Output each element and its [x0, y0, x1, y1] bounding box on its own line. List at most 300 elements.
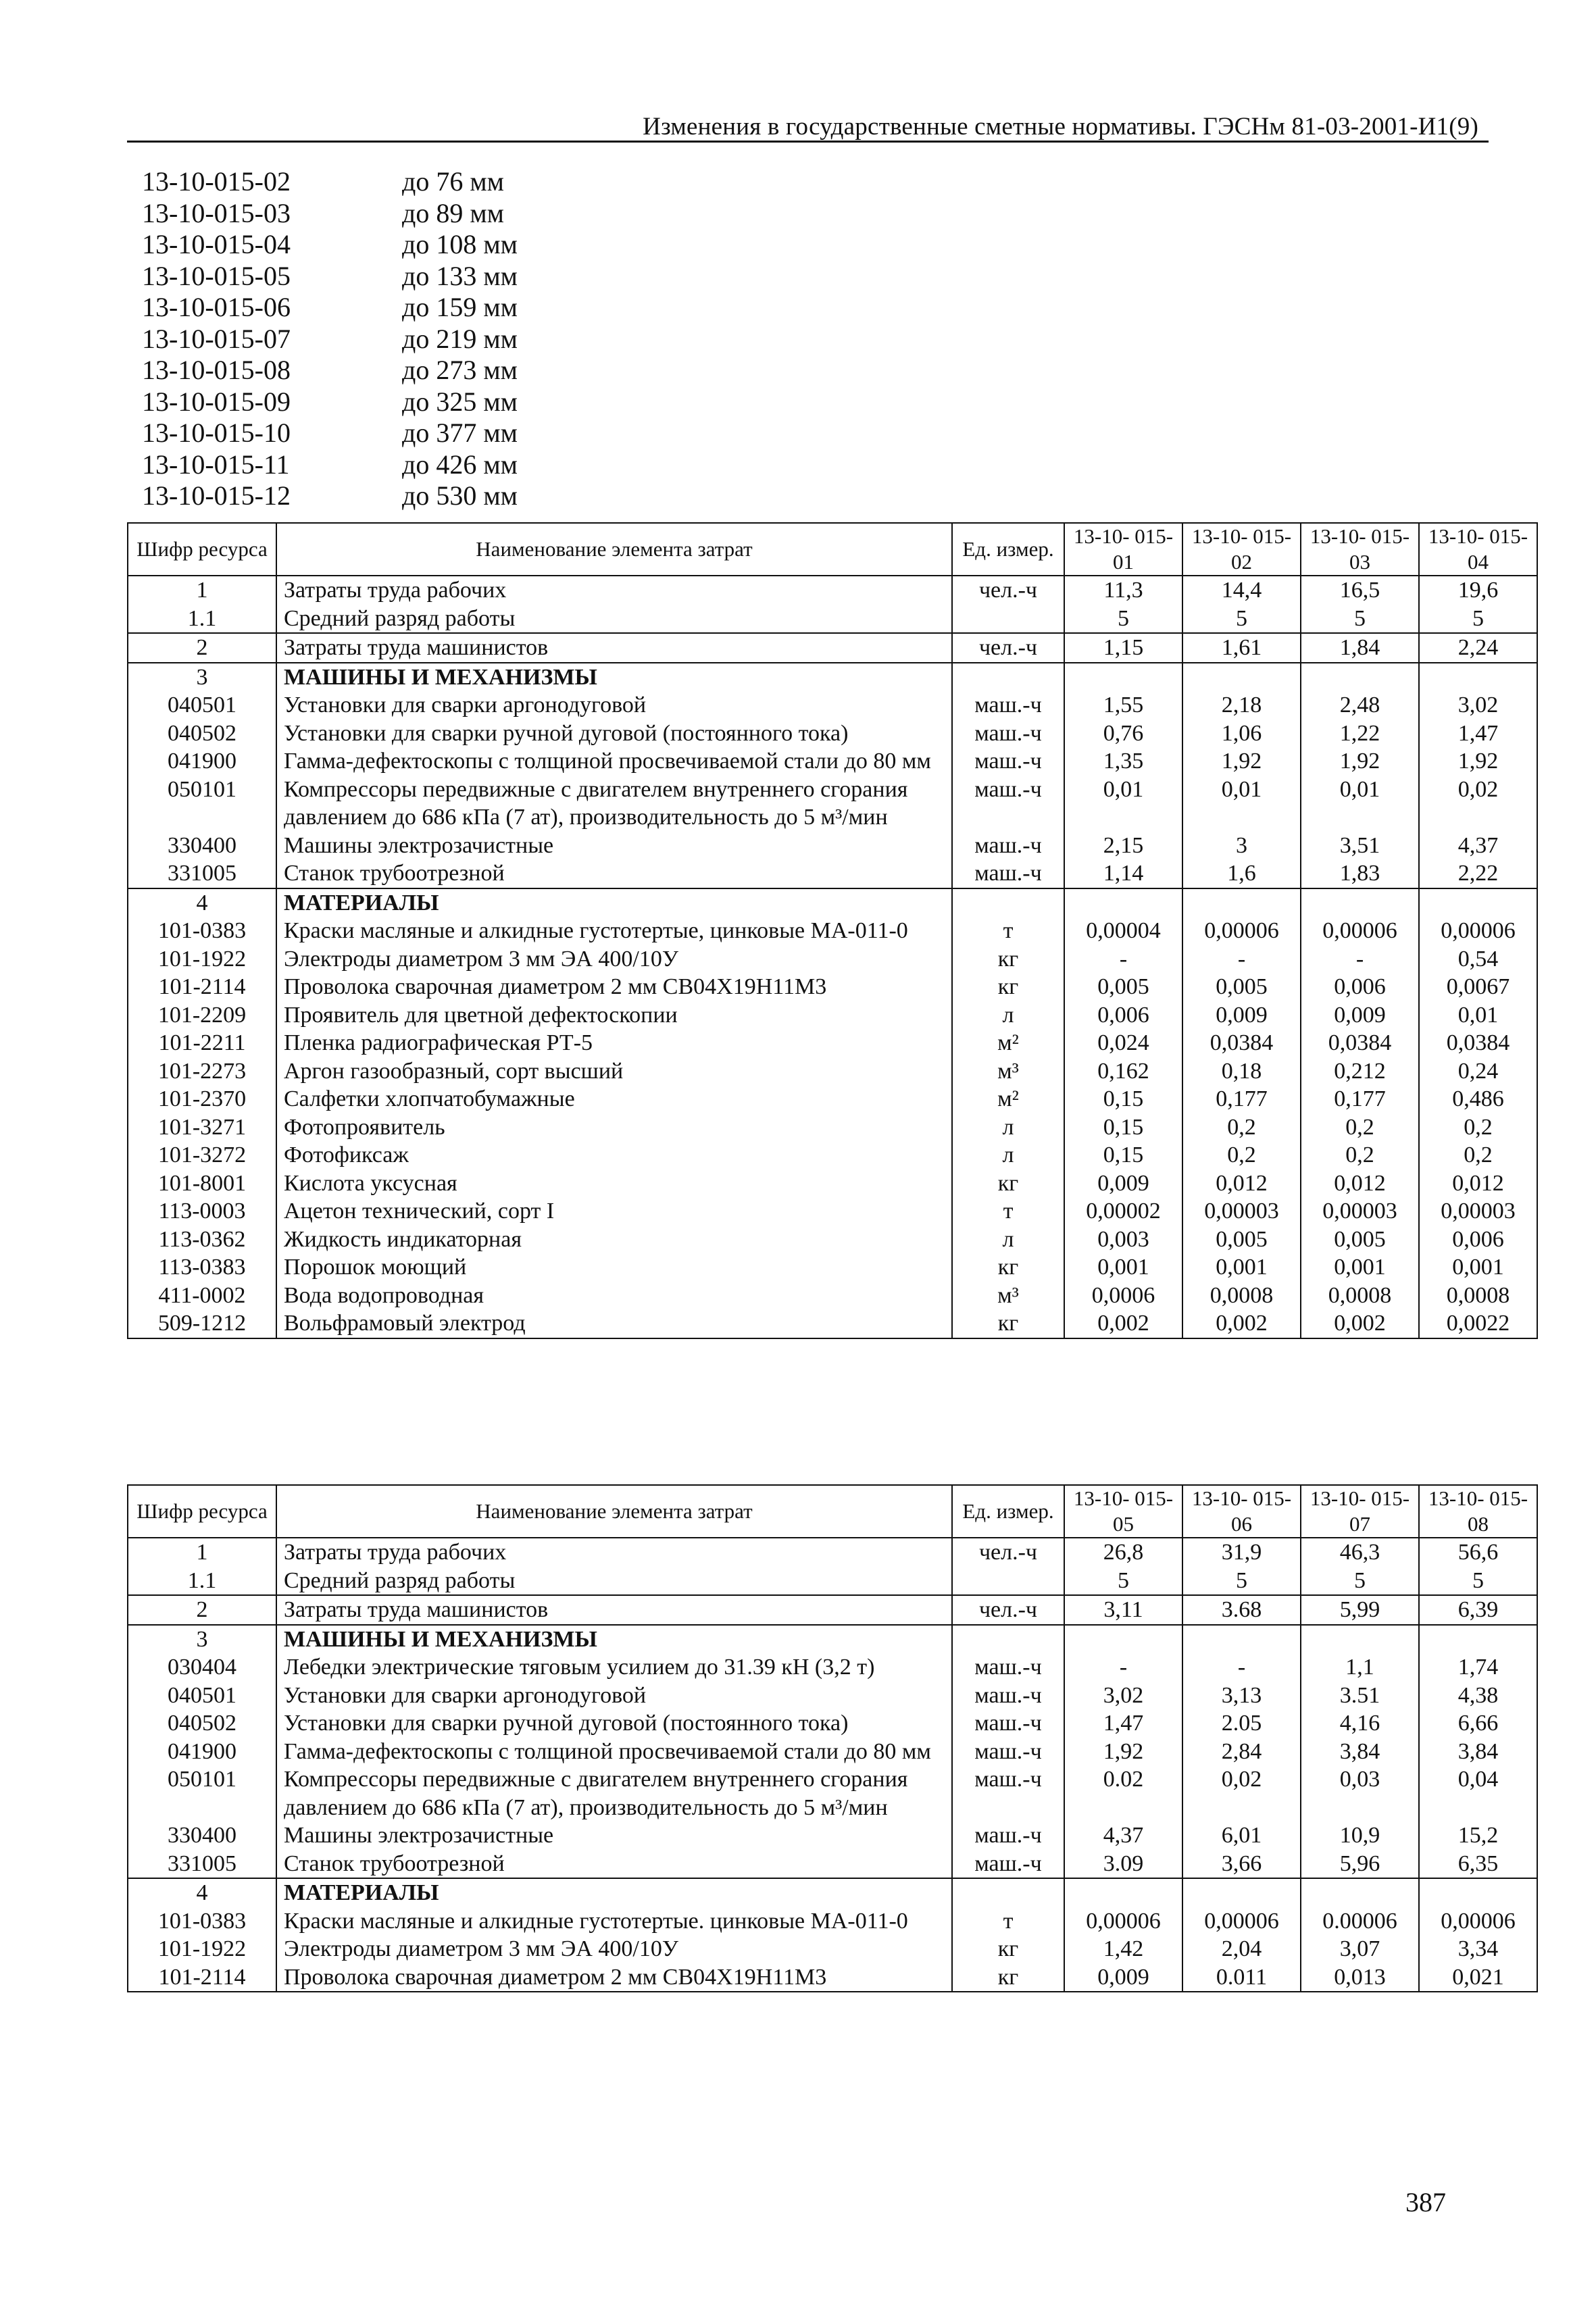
unit-cell: чел.-ч: [952, 576, 1064, 605]
table-row: [128, 1709, 1537, 1738]
value-cell: 14,4: [1182, 576, 1301, 605]
table-row: [128, 1907, 1537, 1936]
resource-code: 4: [128, 1878, 276, 1907]
value-cell: 3,66: [1182, 1850, 1301, 1879]
value-cell: 0,021: [1419, 1963, 1537, 1992]
cost-element-name: Гамма-дефектоскопы с толщиной просвечиваемой стали до 80 мм: [276, 747, 952, 776]
table-row: [128, 633, 1537, 663]
resource-code: 101-8001: [128, 1169, 276, 1198]
value-cell: 0,009: [1301, 1001, 1419, 1030]
value-cell: 2,15: [1064, 832, 1182, 860]
value-cell: 0,2: [1182, 1113, 1301, 1142]
cost-element-name: Вольфрамовый электрод: [276, 1309, 952, 1338]
value-cell: 0,001: [1064, 1253, 1182, 1282]
value-cell: 0,54: [1419, 945, 1537, 974]
value-cell: 0,009: [1064, 1169, 1182, 1198]
value-cell: 2,04: [1182, 1935, 1301, 1963]
value-cell: 6,01: [1182, 1821, 1301, 1850]
cost-element-name: МАТЕРИАЛЫ: [276, 888, 952, 917]
value-cell: 0,2: [1182, 1141, 1301, 1169]
value-cell: 1,06: [1182, 720, 1301, 748]
value-cell: 0.00006: [1301, 1907, 1419, 1936]
value-cell: 0,006: [1419, 1226, 1537, 1254]
table-row: [128, 663, 1537, 692]
value-cell: 0,009: [1182, 1001, 1301, 1030]
table-row: [128, 1253, 1537, 1282]
unit-cell: кг: [952, 1935, 1064, 1963]
table-row: [128, 691, 1537, 720]
value-cell: [1419, 663, 1537, 692]
value-cell: 0,0006: [1064, 1282, 1182, 1310]
table-row: [128, 1085, 1537, 1113]
value-cell: 5: [1064, 605, 1182, 634]
unit-cell: л: [952, 1001, 1064, 1030]
value-cell: 5: [1301, 1567, 1419, 1596]
value-cell: 0,01: [1064, 776, 1182, 832]
value-cell: 0,0384: [1419, 1029, 1537, 1057]
value-cell: 0,18: [1182, 1057, 1301, 1086]
diameter-desc: до 273 мм: [402, 355, 518, 385]
value-cell: 1,47: [1064, 1709, 1182, 1738]
value-cell: 0,162: [1064, 1057, 1182, 1086]
value-cell: 4,16: [1301, 1709, 1419, 1738]
value-cell: 0,001: [1182, 1253, 1301, 1282]
resource-code: 101-3272: [128, 1141, 276, 1169]
value-cell: 0,00006: [1419, 917, 1537, 945]
value-cell: 2.05: [1182, 1709, 1301, 1738]
value-cell: 11,3: [1064, 576, 1182, 605]
value-cell: 19,6: [1419, 576, 1537, 605]
cost-element-name: Установки для сварки аргонодуговой: [276, 691, 952, 720]
table-row: [128, 1653, 1537, 1682]
value-cell: 1,92: [1064, 1738, 1182, 1766]
header-norm-code: 13-10- 015-03: [1301, 523, 1419, 576]
table-row: [128, 776, 1537, 832]
unit-cell: т: [952, 1907, 1064, 1936]
value-cell: 0,00006: [1301, 917, 1419, 945]
value-cell: 5,99: [1301, 1595, 1419, 1625]
value-cell: 0,2: [1301, 1113, 1419, 1142]
value-cell: 0,177: [1182, 1085, 1301, 1113]
code-list-item: [142, 261, 518, 293]
resource-code: 040501: [128, 1682, 276, 1710]
resource-code: 411-0002: [128, 1282, 276, 1310]
unit-cell: м³: [952, 1057, 1064, 1086]
value-cell: 0,0384: [1301, 1029, 1419, 1057]
value-cell: 3,07: [1301, 1935, 1419, 1963]
diameter-desc: до 530 мм: [402, 480, 518, 511]
table-row: [128, 1850, 1537, 1879]
table-row: [128, 973, 1537, 1001]
value-cell: 46,3: [1301, 1538, 1419, 1567]
cost-element-name: Кислота уксусная: [276, 1169, 952, 1198]
table-row: [128, 1595, 1537, 1625]
diameter-desc: до 219 мм: [402, 323, 518, 354]
unit-cell: чел.-ч: [952, 1538, 1064, 1567]
value-cell: 0,00006: [1419, 1907, 1537, 1936]
value-cell: 1,83: [1301, 859, 1419, 888]
table-row: [128, 1567, 1537, 1596]
resource-code: 3: [128, 663, 276, 692]
value-cell: [1064, 1625, 1182, 1654]
unit-cell: маш.-ч: [952, 1850, 1064, 1879]
resource-code: 113-0362: [128, 1226, 276, 1254]
value-cell: 4,37: [1064, 1821, 1182, 1850]
table-header-row: [128, 1485, 1537, 1538]
table-row: [128, 1878, 1537, 1907]
value-cell: 1,92: [1419, 747, 1537, 776]
resource-code: 13-10-015-05: [142, 260, 291, 291]
value-cell: 0,001: [1301, 1253, 1419, 1282]
value-cell: 2,48: [1301, 691, 1419, 720]
table-row: [128, 747, 1537, 776]
code-list-item: [142, 480, 518, 512]
unit-cell: кг: [952, 945, 1064, 974]
unit-cell: маш.-ч: [952, 1709, 1064, 1738]
table-row: [128, 1682, 1537, 1710]
value-cell: [1064, 1878, 1182, 1907]
resource-code: 13-10-015-12: [142, 480, 291, 511]
cost-element-name: Средний разряд работы: [276, 605, 952, 634]
resource-code: 040502: [128, 1709, 276, 1738]
table-row: [128, 1538, 1537, 1567]
resource-code: 2: [128, 1595, 276, 1625]
value-cell: 3: [1182, 832, 1301, 860]
cost-element-name: Затраты труда машинистов: [276, 633, 952, 663]
unit-cell: маш.-ч: [952, 832, 1064, 860]
value-cell: 26,8: [1064, 1538, 1182, 1567]
unit-cell: м²: [952, 1085, 1064, 1113]
value-cell: 0,02: [1182, 1765, 1301, 1821]
unit-cell: маш.-ч: [952, 1738, 1064, 1766]
code-list-item: [142, 418, 518, 449]
table-row: [128, 1169, 1537, 1198]
value-cell: [1064, 663, 1182, 692]
unit-cell: маш.-ч: [952, 747, 1064, 776]
table-header-row: [128, 523, 1537, 576]
value-cell: 0,00003: [1182, 1197, 1301, 1226]
value-cell: 0,2: [1419, 1141, 1537, 1169]
header-norm-code: 13-10- 015-01: [1064, 523, 1182, 576]
diameter-desc: до 159 мм: [402, 292, 518, 322]
value-cell: 4,37: [1419, 832, 1537, 860]
value-cell: 0,2: [1301, 1141, 1419, 1169]
unit-cell: кг: [952, 1169, 1064, 1198]
header-rule: [127, 141, 1489, 143]
value-cell: [1301, 888, 1419, 917]
value-cell: [1419, 888, 1537, 917]
unit-cell: [952, 663, 1064, 692]
cost-element-name: Салфетки хлопчатобумажные: [276, 1085, 952, 1113]
value-cell: 2,22: [1419, 859, 1537, 888]
code-list-item: [142, 292, 518, 324]
resource-code: 330400: [128, 1821, 276, 1850]
value-cell: 3,11: [1064, 1595, 1182, 1625]
value-cell: 3.09: [1064, 1850, 1182, 1879]
value-cell: 1,47: [1419, 720, 1537, 748]
value-cell: 1,55: [1064, 691, 1182, 720]
resource-code: 4: [128, 888, 276, 917]
resource-code: 509-1212: [128, 1309, 276, 1338]
value-cell: [1064, 888, 1182, 917]
cost-element-name: Краски масляные и алкидные густотертые, цинковые МА-011-0: [276, 917, 952, 945]
resource-code: 13-10-015-09: [142, 386, 291, 417]
value-cell: 56,6: [1419, 1538, 1537, 1567]
value-cell: 3,84: [1419, 1738, 1537, 1766]
cost-element-name: Установки для сварки аргонодуговой: [276, 1682, 952, 1710]
header-norm-code: 13-10- 015-07: [1301, 1485, 1419, 1538]
unit-cell: [952, 1567, 1064, 1596]
table-row: [128, 1309, 1537, 1338]
value-cell: 3,02: [1419, 691, 1537, 720]
value-cell: 0,005: [1182, 1226, 1301, 1254]
value-cell: 1,22: [1301, 720, 1419, 748]
resource-code: 041900: [128, 747, 276, 776]
code-list-item: [142, 386, 518, 418]
value-cell: 0,177: [1301, 1085, 1419, 1113]
value-cell: 1,92: [1182, 747, 1301, 776]
value-cell: 5: [1419, 1567, 1537, 1596]
cost-element-name: Лебедки электрические тяговым усилием до 31.39 кН (3,2 т): [276, 1653, 952, 1682]
cost-element-name: Порошок моющий: [276, 1253, 952, 1282]
unit-cell: маш.-ч: [952, 859, 1064, 888]
header-norm-code: 13-10- 015-04: [1419, 523, 1537, 576]
unit-cell: маш.-ч: [952, 1653, 1064, 1682]
value-cell: 16,5: [1301, 576, 1419, 605]
unit-cell: кг: [952, 1253, 1064, 1282]
resource-code: 040502: [128, 720, 276, 748]
value-cell: 0,012: [1182, 1169, 1301, 1198]
code-list-item: [142, 449, 518, 481]
value-cell: 1,61: [1182, 633, 1301, 663]
table-row: [128, 1113, 1537, 1142]
value-cell: 1,35: [1064, 747, 1182, 776]
resource-code: 113-0003: [128, 1197, 276, 1226]
value-cell: 0,0022: [1419, 1309, 1537, 1338]
resource-code: 050101: [128, 1765, 276, 1821]
value-cell: 5: [1419, 605, 1537, 634]
value-cell: 3.68: [1182, 1595, 1301, 1625]
cost-element-name: Жидкость индикаторная: [276, 1226, 952, 1254]
resource-code: 101-1922: [128, 945, 276, 974]
unit-cell: л: [952, 1141, 1064, 1169]
resource-code: 13-10-015-11: [142, 449, 290, 480]
value-cell: 0,006: [1301, 973, 1419, 1001]
cost-element-name: Электроды диаметром 3 мм ЭА 400/10У: [276, 945, 952, 974]
resource-code: 101-0383: [128, 917, 276, 945]
value-cell: 0.011: [1182, 1963, 1301, 1992]
cost-element-name: Проволока сварочная диаметром 2 мм СВ04Х19Н11М3: [276, 973, 952, 1001]
code-list-item: [142, 355, 518, 386]
value-cell: 0,0008: [1301, 1282, 1419, 1310]
cost-element-name: МАТЕРИАЛЫ: [276, 1878, 952, 1907]
value-cell: [1419, 1625, 1537, 1654]
resource-code: 040501: [128, 691, 276, 720]
value-cell: 0,15: [1064, 1085, 1182, 1113]
cost-element-name: Затраты труда рабочих: [276, 1538, 952, 1567]
cost-element-name: Проявитель для цветной дефектоскопии: [276, 1001, 952, 1030]
value-cell: 0,486: [1419, 1085, 1537, 1113]
value-cell: 5: [1064, 1567, 1182, 1596]
header-unit: Ед. измер.: [952, 1485, 1064, 1538]
table-row: [128, 1625, 1537, 1654]
header-code: Шифр ресурса: [128, 523, 276, 576]
value-cell: 2,24: [1419, 633, 1537, 663]
resource-code: 101-0383: [128, 1907, 276, 1936]
value-cell: 3,84: [1301, 1738, 1419, 1766]
value-cell: 0,00002: [1064, 1197, 1182, 1226]
resource-code: 1: [128, 576, 276, 605]
diameter-desc: до 426 мм: [402, 449, 518, 480]
unit-cell: [952, 1625, 1064, 1654]
resource-code: 101-2209: [128, 1001, 276, 1030]
value-cell: 0,0384: [1182, 1029, 1301, 1057]
resource-code: 101-1922: [128, 1935, 276, 1963]
value-cell: 4,38: [1419, 1682, 1537, 1710]
cost-element-name: Установки для сварки ручной дуговой (постоянного тока): [276, 720, 952, 748]
code-list-item: [142, 198, 518, 230]
resource-code: 041900: [128, 1738, 276, 1766]
page-header: Изменения в государственные сметные нормативы. ГЭСНм 81-03-2001-И1(9): [643, 113, 1478, 141]
value-cell: 0,001: [1419, 1253, 1537, 1282]
cost-element-name: Вода водопроводная: [276, 1282, 952, 1310]
cost-element-name: Гамма-дефектоскопы с толщиной просвечиваемой стали до 80 мм: [276, 1738, 952, 1766]
resource-code: 1: [128, 1538, 276, 1567]
diameter-desc: до 76 мм: [402, 166, 504, 197]
header-norm-code: 13-10- 015-05: [1064, 1485, 1182, 1538]
value-cell: 6,39: [1419, 1595, 1537, 1625]
table-row: [128, 888, 1537, 917]
resource-code: 331005: [128, 1850, 276, 1879]
cost-element-name: Краски масляные и алкидные густотертые. цинковые МА-011-0: [276, 1907, 952, 1936]
value-cell: 0,01: [1182, 776, 1301, 832]
unit-cell: м²: [952, 1029, 1064, 1057]
table-row: [128, 605, 1537, 634]
value-cell: 5,96: [1301, 1850, 1419, 1879]
value-cell: 6,66: [1419, 1709, 1537, 1738]
value-cell: 0,00006: [1182, 1907, 1301, 1936]
value-cell: 5: [1301, 605, 1419, 634]
unit-cell: л: [952, 1113, 1064, 1142]
value-cell: 0,00006: [1064, 1907, 1182, 1936]
value-cell: 3,51: [1301, 832, 1419, 860]
resource-code: 101-3271: [128, 1113, 276, 1142]
header-unit: Ед. измер.: [952, 523, 1064, 576]
code-list: [142, 166, 518, 512]
table-row: [128, 1935, 1537, 1963]
table-row: [128, 832, 1537, 860]
resource-code: 101-2114: [128, 973, 276, 1001]
cost-element-name: Фотофиксаж: [276, 1141, 952, 1169]
resource-code: 101-2211: [128, 1029, 276, 1057]
value-cell: 0,00003: [1301, 1197, 1419, 1226]
cost-element-name: Компрессоры передвижные с двигателем внутреннего сгорания давлением до 686 кПа (7 ат), производительность до 5 м³/мин: [276, 1765, 952, 1821]
value-cell: 2,18: [1182, 691, 1301, 720]
value-cell: [1182, 888, 1301, 917]
table-row: [128, 1821, 1537, 1850]
unit-cell: маш.-ч: [952, 1682, 1064, 1710]
value-cell: [1301, 1878, 1419, 1907]
value-cell: [1182, 663, 1301, 692]
value-cell: 0,005: [1064, 973, 1182, 1001]
table-row: [128, 576, 1537, 605]
resource-table-1: [127, 522, 1538, 1339]
cost-element-name: Станок трубоотрезной: [276, 1850, 952, 1879]
table-row: [128, 1738, 1537, 1766]
unit-cell: маш.-ч: [952, 1821, 1064, 1850]
table-row: [128, 1057, 1537, 1086]
resource-code: 2: [128, 633, 276, 663]
cost-element-name: Компрессоры передвижные с двигателем внутреннего сгорания давлением до 686 кПа (7 ат), производительность до 5 м³/мин: [276, 776, 952, 832]
value-cell: 5: [1182, 1567, 1301, 1596]
header-code: Шифр ресурса: [128, 1485, 276, 1538]
value-cell: 0,0008: [1419, 1282, 1537, 1310]
value-cell: 0.02: [1064, 1765, 1182, 1821]
value-cell: [1301, 663, 1419, 692]
cost-element-name: Аргон газообразный, сорт высший: [276, 1057, 952, 1086]
resource-code: 330400: [128, 832, 276, 860]
value-cell: 0,0008: [1182, 1282, 1301, 1310]
resource-code: 13-10-015-02: [142, 166, 291, 197]
unit-cell: т: [952, 917, 1064, 945]
value-cell: 0,013: [1301, 1963, 1419, 1992]
cost-element-name: Ацетон технический, сорт I: [276, 1197, 952, 1226]
value-cell: 0,024: [1064, 1029, 1182, 1057]
value-cell: 0,0067: [1419, 973, 1537, 1001]
resource-code: 13-10-015-08: [142, 355, 291, 385]
value-cell: 0,006: [1064, 1001, 1182, 1030]
unit-cell: кг: [952, 1963, 1064, 1992]
value-cell: -: [1064, 945, 1182, 974]
table-row: [128, 1282, 1537, 1310]
value-cell: 0,01: [1301, 776, 1419, 832]
value-cell: 0,00006: [1182, 917, 1301, 945]
value-cell: 0,005: [1301, 1226, 1419, 1254]
value-cell: [1182, 1625, 1301, 1654]
diameter-desc: до 325 мм: [402, 386, 518, 417]
code-list-item: [142, 229, 518, 261]
resource-code: 101-2273: [128, 1057, 276, 1086]
resource-table-2: [127, 1484, 1538, 1992]
code-list-item: [142, 324, 518, 355]
value-cell: 0,012: [1419, 1169, 1537, 1198]
value-cell: -: [1182, 945, 1301, 974]
resource-code: 13-10-015-06: [142, 292, 291, 322]
value-cell: 0,00003: [1419, 1197, 1537, 1226]
cost-element-name: Проволока сварочная диаметром 2 мм СВ04Х19Н11М3: [276, 1963, 952, 1992]
table-row: [128, 720, 1537, 748]
header-norm-code: 13-10- 015-08: [1419, 1485, 1537, 1538]
value-cell: 0,02: [1419, 776, 1537, 832]
value-cell: 1,14: [1064, 859, 1182, 888]
value-cell: 1,84: [1301, 633, 1419, 663]
table-row: [128, 1141, 1537, 1169]
value-cell: 0,003: [1064, 1226, 1182, 1254]
value-cell: 31,9: [1182, 1538, 1301, 1567]
resource-code: 113-0383: [128, 1253, 276, 1282]
value-cell: 2,84: [1182, 1738, 1301, 1766]
diameter-desc: до 377 мм: [402, 418, 518, 448]
value-cell: 6,35: [1419, 1850, 1537, 1879]
diameter-desc: до 89 мм: [402, 197, 504, 228]
cost-element-name: Электроды диаметром 3 мм ЭА 400/10У: [276, 1935, 952, 1963]
header-norm-code: 13-10- 015-06: [1182, 1485, 1301, 1538]
unit-cell: маш.-ч: [952, 691, 1064, 720]
unit-cell: [952, 888, 1064, 917]
value-cell: 15,2: [1419, 1821, 1537, 1850]
resource-code: 13-10-015-04: [142, 229, 291, 259]
value-cell: -: [1301, 945, 1419, 974]
